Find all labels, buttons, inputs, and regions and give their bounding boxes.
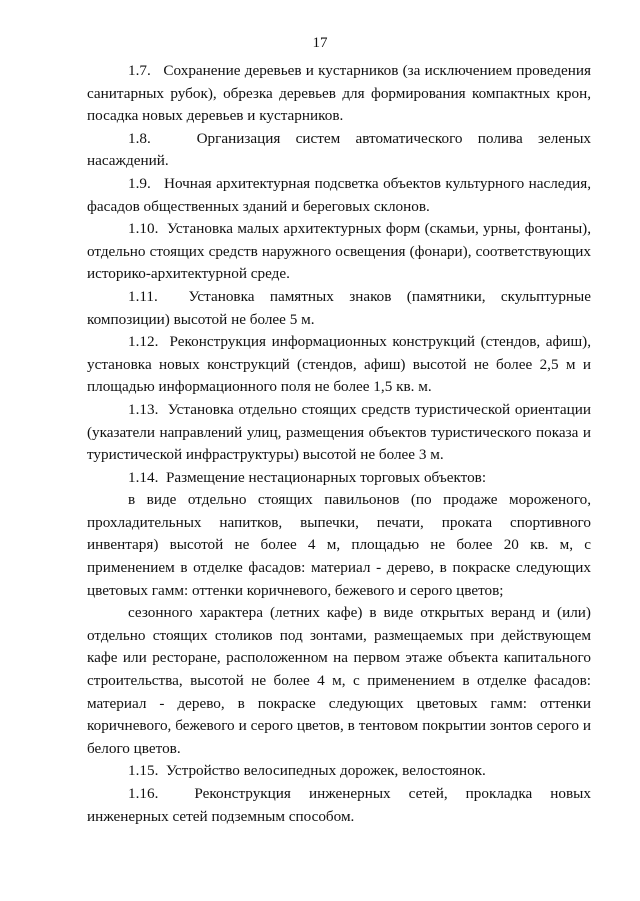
paragraph-1-13: 1.13. Установка отдельно стоящих средств туристической ориентации (указатели направлений улиц, размещения объектов туристического показа и туристической инфраструктуры) высотой не более 3 м. (87, 400, 591, 464)
paragraph-1-10: 1.10. Установка малых архитектурных форм (скамьи, урны, фонтаны), отдельно стоящих средств наружного освещения (фонари), соответствующих историко-архитектурной среде. (87, 220, 591, 283)
paragraph-1-12: 1.12. Реконструкция информационных конструкций (стендов, афиш), установка новых конструкций (стендов, афиш) высотой не более 2,5 м и площадью информационного поля не более 1,5 кв. м. (87, 333, 591, 396)
paragraph-1-14: 1.14. Размещение нестационарных торговых объектов: (128, 468, 487, 486)
paragraph-1-7: 1.7. Сохранение деревьев и кустарников (за исключением проведения санитарных рубок), обрезка деревьев для формирования компактных крон, посадка новых деревьев и кустарников. (87, 62, 591, 125)
paragraph-seasonal-cafes: сезонного характера (летних кафе) в виде открытых веранд и (или) отдельно стоящих столиков под зонтами, размещаемых при действующем кафе или ресторане, расположенном на первом этаже объекта капитального строительства, высотой не более 4 м, с применением в отделке фасадов: материал - дерево, в покраске следующих цветовых гамм: оттенки коричневого, бежевого и серого цветов, в тентовом покрытии зонтов серого и белого цветов. (87, 604, 591, 757)
paragraph-1-15: 1.15. Устройство велосипедных дорожек, велостоянок. (128, 762, 486, 780)
document-body (87, 60, 591, 828)
paragraph-1-9: 1.9. Ночная архитектурная подсветка объектов культурного наследия, фасадов общественных зданий и береговых склонов. (87, 174, 591, 215)
paragraph-1-16: 1.16. Реконструкция инженерных сетей, прокладка новых инженерных сетей подземным способом. (87, 785, 591, 825)
paragraph-1-11: 1.11. Установка памятных знаков (памятники, скульптурные композиции) высотой не более 5 м. (87, 287, 591, 328)
paragraph-1-8: 1.8. Организация систем автоматического полива зеленых насаждений. (87, 129, 591, 170)
paragraph-pavilions: в виде отдельно стоящих павильонов (по продаже мороженого, прохладительных напитков, выпечки, печати, проката спортивного инвентаря) высотой не более 4 м, площадью не более 20 кв. м, с применением в отделке фасадов: материал - дерево, в покраске следующих цветовых гамм: оттенки коричневого, бежевого и серого цветов; (87, 491, 591, 599)
page-number: 17 (312, 35, 328, 51)
